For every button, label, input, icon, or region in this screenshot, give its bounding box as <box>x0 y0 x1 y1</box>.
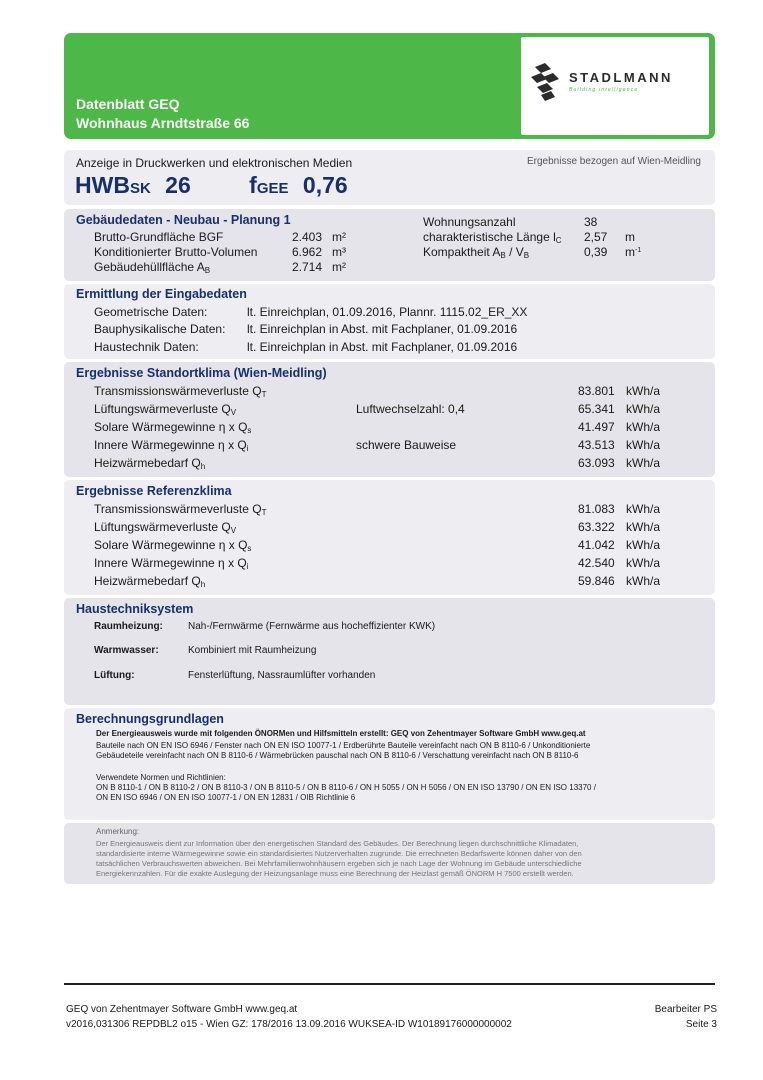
logo <box>521 37 709 135</box>
site-ventilation-unit: kWh/a <box>626 402 661 416</box>
summary-panel <box>64 150 715 205</box>
basis-panel <box>64 708 715 820</box>
footer-divider <box>64 983 715 985</box>
fgee-sub: GEE <box>256 180 289 197</box>
basis-norms1: ON B 8110-1 / ON B 8110-2 / ON B 8110-3 / ON B 8110-5 / ON B 8110-6 / ON H 5055 / ON H 5056 / ON EN ISO 13790 / ON EN ISO 13370 / <box>96 783 596 792</box>
hvac-title: Haustechniksystem <box>76 602 194 616</box>
envelope-unit: m² <box>332 260 346 274</box>
units-value: 38 <box>584 215 598 229</box>
char-length-value: 2,57 <box>584 230 608 244</box>
summary-label: Anzeige in Druckwerken und elektronischen Medien <box>76 156 353 170</box>
geometry-value: lt. Einreichplan, 01.09.2016, Plannr. 1115.02_ER_XX <box>247 305 528 319</box>
hvac-data-value: lt. Einreichplan in Abst. mit Fachplaner, 01.09.2016 <box>247 340 518 354</box>
ref-ventilation-unit: kWh/a <box>626 520 661 534</box>
ref-internal-value: 42.540 <box>578 556 615 570</box>
ref-transmission-label: Transmissionswärmeverluste QT <box>94 502 267 517</box>
hvac-data-label: Haustechnik Daten: <box>94 340 199 354</box>
fgee-value: 0,76 <box>302 172 348 198</box>
hwb-sub: SK <box>129 180 151 197</box>
ref-internal-label: Innere Wärmegewinne η x Qi <box>94 556 249 571</box>
building-data-title: Gebäudedaten - Neubau - Planung 1 <box>76 213 291 227</box>
footer-software: GEQ von Zehentmayer Software GmbH www.geq.at <box>66 1004 298 1015</box>
ref-heating-value: 59.846 <box>578 574 615 588</box>
logo-tagline: Building intelligence <box>569 87 639 93</box>
basis-norms2: ON EN ISO 6946 / ON EN ISO 10077-1 / ON EN 12831 / OIB Richtlinie 6 <box>96 793 356 802</box>
hwb-indicator <box>75 172 348 199</box>
ref-transmission-unit: kWh/a <box>626 502 661 516</box>
site-climate-panel <box>64 362 715 477</box>
note-line3: tatsächlichen Verbrauchswerten abweichen. Bei Mehrfamilienwohnhäusern ergeben sich je nach Lage der Wohnung im Gebäude unterschiedliche <box>96 859 582 868</box>
reference-climate-panel <box>64 480 715 595</box>
ref-transmission-value: 81.083 <box>578 502 615 516</box>
compactness-value: 0,39 <box>584 245 608 259</box>
site-solar-label: Solare Wärmegewinne η x Qs <box>94 420 252 435</box>
ref-internal-unit: kWh/a <box>626 556 661 570</box>
ref-ventilation-value: 63.322 <box>578 520 615 534</box>
site-climate-title: Ergebnisse Standortklima (Wien-Meidling) <box>76 366 327 380</box>
hvac-heating-value: Nah-/Fernwärme (Fernwärme aus hocheffizienter KWK) <box>188 621 436 632</box>
basis-bold-line: Der Energieausweis wurde mit folgenden ÖNORMen und Hilfsmitteln erstellt: GEQ von Zehentmayer Software GmbH www.geq.at <box>96 729 586 738</box>
site-transmission-value: 83.801 <box>578 384 615 398</box>
basis-norms-label: Verwendete Normen und Richtlinien: <box>96 773 226 782</box>
site-solar-unit: kWh/a <box>626 420 661 434</box>
hvac-hotwater-value: Kombiniert mit Raumheizung <box>188 645 317 656</box>
footer-editor: Bearbeiter PS <box>654 1004 717 1015</box>
fgee-main: f <box>249 172 257 198</box>
input-data-title: Ermittlung der Eingabedaten <box>76 287 247 301</box>
header-title <box>76 95 249 133</box>
ref-solar-value: 41.042 <box>578 538 615 552</box>
hvac-ventilation-value: Fensterlüftung, Nassraumlüfter vorhanden <box>188 670 376 681</box>
header-banner <box>64 33 715 139</box>
building-data-panel <box>64 209 715 281</box>
ref-ventilation-label: Lüftungswärmeverluste QV <box>94 520 237 535</box>
header-title-line1: Datenblatt GEQ <box>76 96 180 112</box>
logo-name: STADLMANN <box>569 70 673 85</box>
site-ventilation-note: Luftwechselzahl: 0,4 <box>356 402 465 416</box>
site-internal-label: Innere Wärmegewinne η x Qi <box>94 438 249 453</box>
hvac-hotwater-label: Warmwasser: <box>94 645 159 656</box>
note-line4: Energiekennzahlen. Für die exakte Auslegung der Heizungsanlage muss eine Berechnung der Heizlast gemäß ÖNORM H 7500 erstellt werden. <box>96 869 574 878</box>
note-title: Anmerkung: <box>96 827 140 836</box>
site-internal-unit: kWh/a <box>626 438 661 452</box>
units-label: Wohnungsanzahl <box>423 215 516 229</box>
site-ventilation-label: Lüftungswärmeverluste QV <box>94 402 237 417</box>
footer-page: Seite 3 <box>685 1019 717 1030</box>
site-heating-unit: kWh/a <box>626 456 661 470</box>
char-length-label: charakteristische Länge lC <box>423 230 562 245</box>
hvac-panel <box>64 598 715 705</box>
site-heating-label: Heizwärmebedarf Qh <box>94 456 206 471</box>
physics-label: Bauphysikalische Daten: <box>94 322 226 336</box>
ref-heating-unit: kWh/a <box>626 574 661 588</box>
ref-solar-unit: kWh/a <box>626 538 661 552</box>
compactness-label: Kompaktheit AB / VB <box>423 245 530 260</box>
basis-title: Berechnungsgrundlagen <box>76 712 224 726</box>
compactness-unit: $m^{-1}$ <box>625 245 642 259</box>
ref-heating-label: Heizwärmebedarf Qh <box>94 574 206 589</box>
volume-value: 6.962 <box>292 245 323 259</box>
footer-details: v2016,031306 REPDBL2 o15 - Wien GZ: 178/2016 13.09.2016 WUKSEA-ID W10189176000000002 <box>66 1019 512 1030</box>
site-ventilation-value: 65.341 <box>578 402 615 416</box>
volume-unit: m³ <box>332 245 346 259</box>
hvac-ventilation-label: Lüftung: <box>94 670 135 681</box>
envelope-value: 2.714 <box>292 260 323 274</box>
hwb-main: HWB <box>75 172 130 198</box>
physics-value: lt. Einreichplan in Abst. mit Fachplaner, 01.09.2016 <box>247 322 518 336</box>
hwb-value: 26 <box>165 172 191 198</box>
note-line2: standardisierte interne Wärmegewinne sowie ein standardisiertes Nutzerverhalten zugrunde. Die errechneten Bedarfswerte können daher von den <box>96 849 582 858</box>
site-internal-value: 43.513 <box>578 438 615 452</box>
hvac-heating-label: Raumheizung: <box>94 621 163 632</box>
site-internal-note: schwere Bauweise <box>356 438 457 452</box>
summary-reference: Ergebnisse bezogen auf Wien-Meidling <box>527 156 701 167</box>
input-data-panel <box>64 284 715 359</box>
reference-climate-title: Ergebnisse Referenzklima <box>76 484 232 498</box>
site-transmission-unit: kWh/a <box>626 384 661 398</box>
site-solar-value: 41.497 <box>578 420 615 434</box>
bgf-unit: m² <box>332 230 346 244</box>
char-length-unit: m <box>625 230 635 244</box>
bgf-value: 2.403 <box>292 230 323 244</box>
geometry-label: Geometrische Daten: <box>94 305 208 319</box>
bgf-label: Brutto-Grundfläche BGF <box>94 230 224 244</box>
basis-line3: Gebäudeteile vereinfacht nach ON B 8110-6 / Wärmebrücken pauschal nach ON B 8110-6 / Verschattung vereinfacht nach ON B 8110-6 <box>96 751 579 760</box>
ref-solar-label: Solare Wärmegewinne η x Qs <box>94 538 252 553</box>
logo-mark-icon <box>529 63 563 103</box>
volume-label: Konditionierter Brutto-Volumen <box>94 245 258 259</box>
note-line1: Der Energieausweis dient zur Information über den energetischen Standard des Gebäudes. Der Berechnung liegen durchschnittliche Klimadaten, <box>96 839 579 848</box>
header-title-line2: Wohnhaus Arndtstraße 66 <box>76 115 250 131</box>
basis-line2: Bauteile nach ON EN ISO 6946 / Fenster nach ON EN ISO 10077-1 / Erdberührte Bauteile vereinfacht nach ON B 8110-6 / Unkonditionierte <box>96 741 591 750</box>
site-transmission-label: Transmissionswärmeverluste QT <box>94 384 267 399</box>
site-heating-value: 63.093 <box>578 456 615 470</box>
note-panel <box>64 823 715 884</box>
envelope-label: Gebäudehüllfläche AB <box>94 260 211 275</box>
